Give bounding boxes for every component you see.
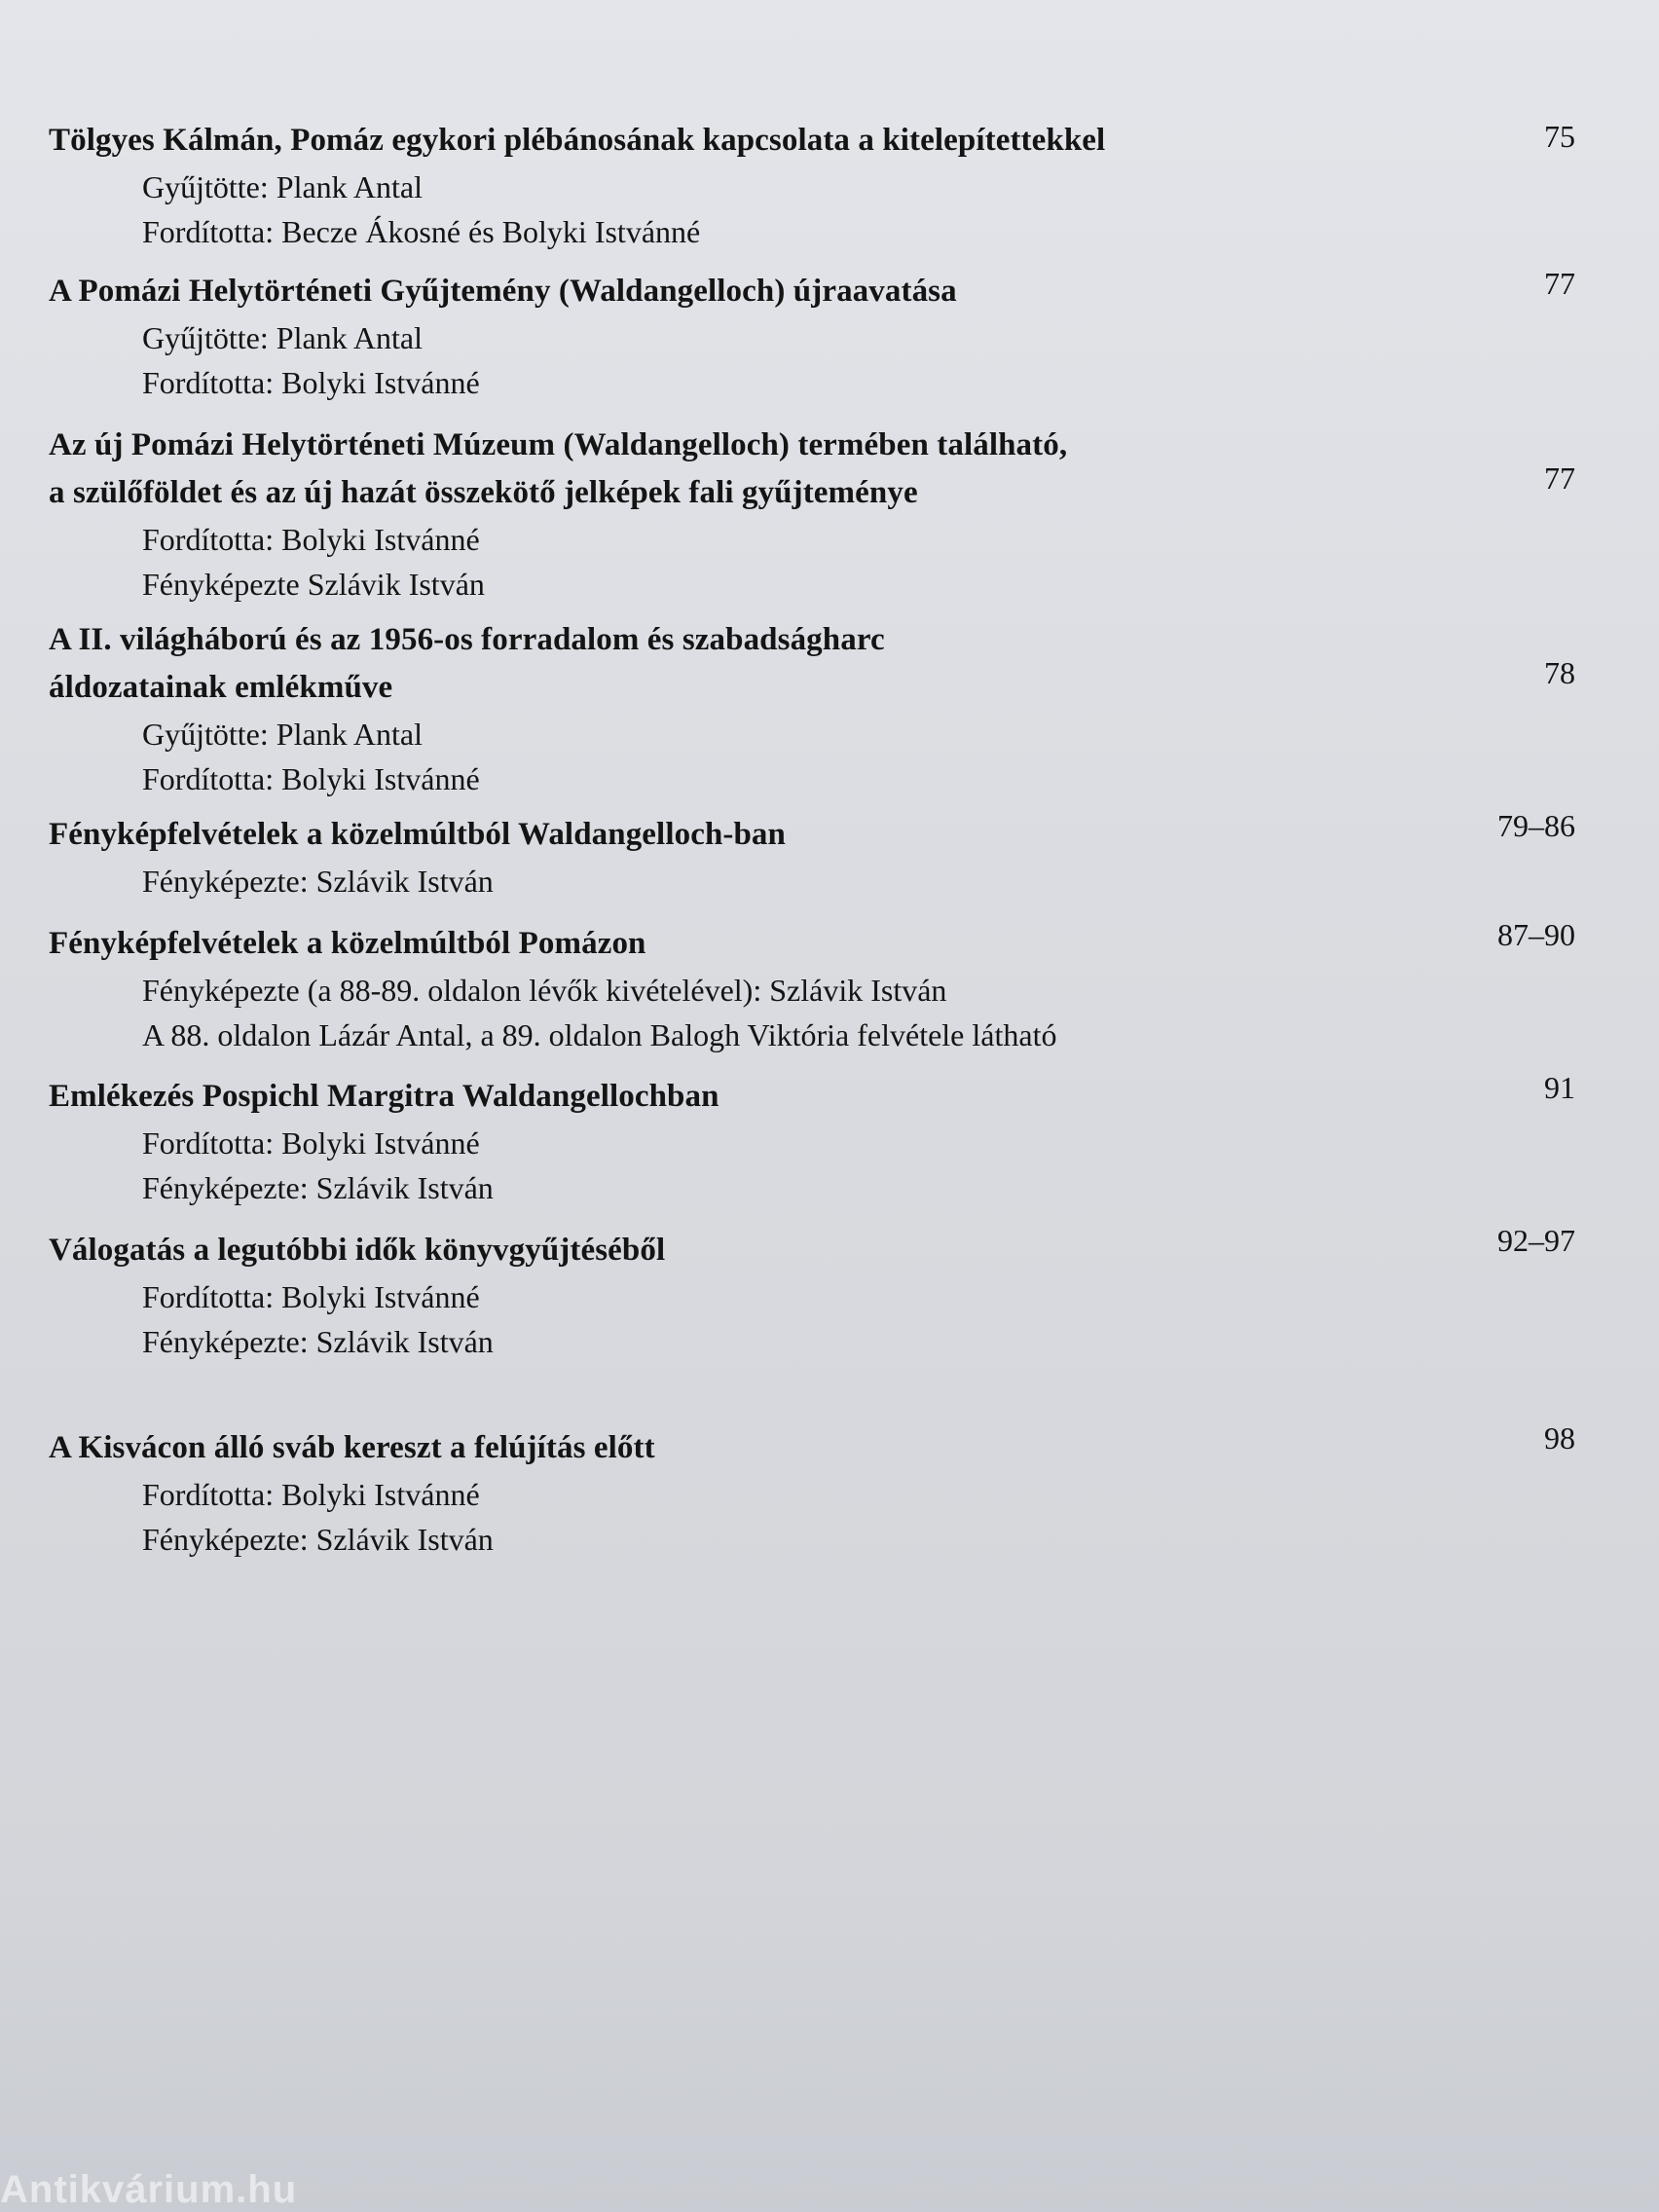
page-number: 79–86 <box>1497 808 1575 843</box>
entry-credit: Gyűjtötte: Plank Antal <box>142 717 423 752</box>
page-number: 91 <box>1544 1070 1575 1105</box>
entry-title-line: A II. világháború és az 1956-os forradalom és szabadságharc <box>49 622 885 657</box>
toc-entry <box>49 811 1587 903</box>
entry-credit: Fényképezte: Szlávik István <box>142 1324 494 1359</box>
entry-credit: Fordította: Bolyki Istvánné <box>142 761 480 796</box>
entry-credit: Fordította: Becze Ákosné és Bolyki Istvánné <box>142 214 701 249</box>
entry-title-line: áldozatainak emlékműve <box>49 670 393 705</box>
entry-credit: Fényképezte: Szlávik István <box>142 1522 494 1557</box>
toc-entry <box>49 268 1587 405</box>
page-number: 92–97 <box>1497 1223 1575 1258</box>
entry-title: Válogatás a legutóbbi idők könyvgyűjtéséből <box>49 1233 666 1268</box>
toc-entry <box>49 920 1587 1057</box>
entry-credit: Fényképezte: Szlávik István <box>142 864 494 899</box>
page-number: 77 <box>1544 266 1575 301</box>
entry-credit: A 88. oldalon Lázár Antal, a 89. oldalon Balogh Viktória felvétele látható <box>142 1017 1057 1052</box>
page-number: 78 <box>1544 655 1575 690</box>
watermark-logo: Antikvárium.hu <box>0 2168 298 2211</box>
entry-title: A Kisvácon álló sváb kereszt a felújítás előtt <box>49 1430 655 1465</box>
entry-title: Emlékezés Pospichl Margitra Waldangellochban <box>49 1079 719 1114</box>
page-number: 98 <box>1544 1420 1575 1456</box>
toc-entry <box>49 1227 1587 1364</box>
toc-entry <box>49 422 1587 607</box>
entry-title: Fényképfelvételek a közelmúltból Pomázon <box>49 926 646 961</box>
entry-title: Tölgyes Kálmán, Pomáz egykori plébánosának kapcsolata a kitelepítettekkel <box>49 123 1106 158</box>
entry-credit: Gyűjtötte: Plank Antal <box>142 169 423 204</box>
toc-entry <box>49 616 1587 801</box>
toc-entry <box>49 1073 1587 1210</box>
entry-credit: Fordította: Bolyki Istvánné <box>142 365 480 400</box>
entry-title: Fényképfelvételek a közelmúltból Waldangelloch-ban <box>49 817 786 852</box>
entry-title-line: a szülőföldet és az új hazát összekötő jelképek fali gyűjteménye <box>49 475 918 510</box>
entry-credit: Fényképezte: Szlávik István <box>142 1170 494 1205</box>
entry-title: A Pomázi Helytörténeti Gyűjtemény (Waldangelloch) újraavatása <box>49 274 957 309</box>
entry-credit: Fordította: Bolyki Istvánné <box>142 522 480 557</box>
page-number: 87–90 <box>1497 917 1575 952</box>
entry-credit: Fordította: Bolyki Istvánné <box>142 1477 480 1512</box>
entry-credit: Fordította: Bolyki Istvánné <box>142 1279 480 1314</box>
toc-entry <box>49 1424 1587 1562</box>
toc-entry <box>49 117 1587 254</box>
entry-credit: Fényképezte (a 88-89. oldalon lévők kivételével): Szlávik István <box>142 973 947 1008</box>
entry-credit: Gyűjtötte: Plank Antal <box>142 320 423 355</box>
page-number: 75 <box>1544 119 1575 154</box>
entry-credit: Fordította: Bolyki Istvánné <box>142 1125 480 1161</box>
entry-credit: Fényképezte Szlávik István <box>142 567 485 602</box>
page-number: 77 <box>1544 461 1575 496</box>
entry-title-line: Az új Pomázi Helytörténeti Múzeum (Waldangelloch) termében található, <box>49 427 1068 462</box>
